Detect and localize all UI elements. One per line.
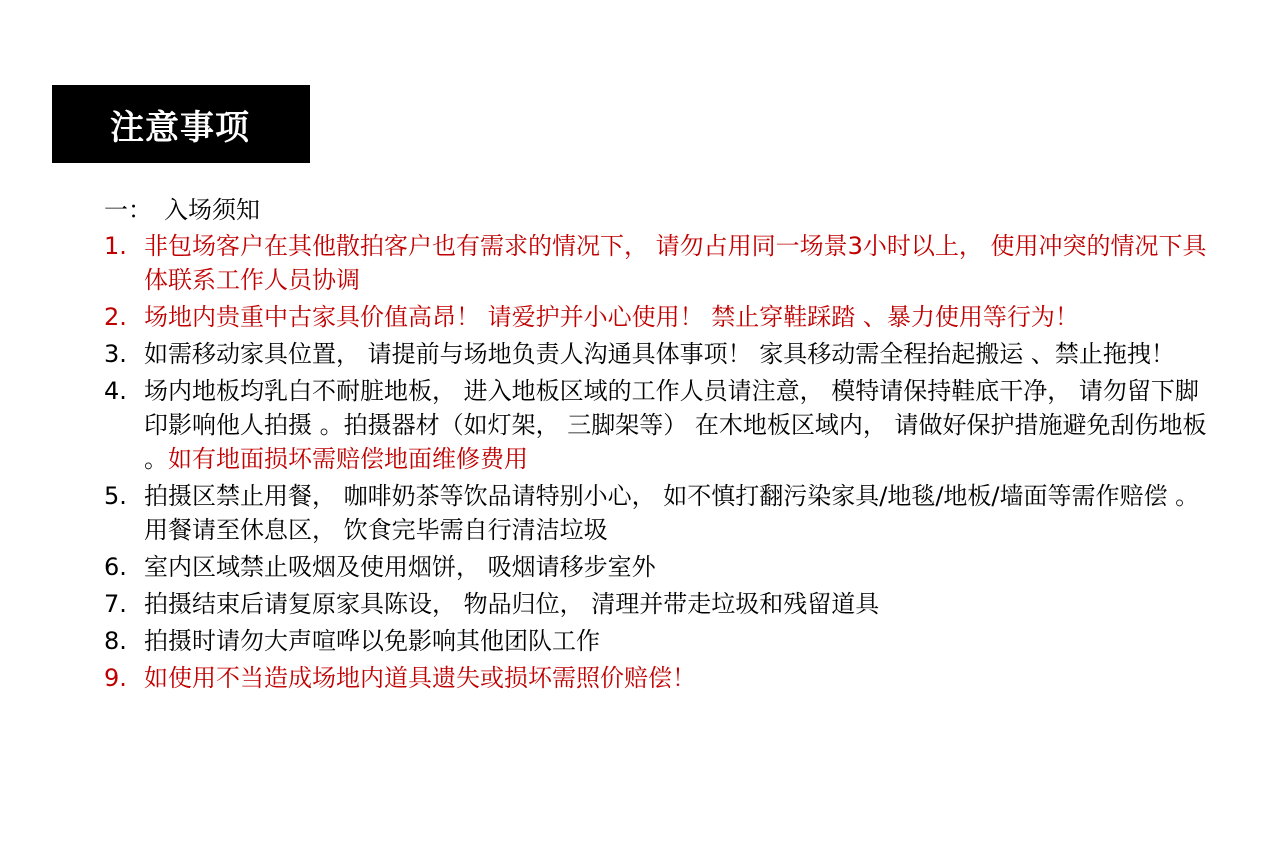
rule-text-warning: 如有地面损坏需赔偿地面维修费用 (168, 445, 528, 473)
rule-index: 3. (104, 340, 127, 368)
rule-item-5 (104, 479, 1214, 547)
rule-index: 9. (104, 664, 127, 692)
rule-text: 拍摄时请勿大声喧哗以免影响其他团队工作 (144, 627, 600, 655)
rule-index: 5. (104, 482, 127, 510)
rule-text-group (144, 374, 1214, 476)
section-label: 入场须知 (164, 196, 260, 224)
section-number: 一： (104, 196, 152, 224)
rule-item-8 (104, 624, 1214, 658)
rules-list (104, 229, 1214, 698)
rule-item-2 (104, 300, 1214, 334)
page-title: 注意事项 (110, 107, 250, 148)
rule-index: 7. (104, 590, 127, 618)
rule-index: 2. (104, 303, 127, 331)
rule-item-9 (104, 661, 1214, 695)
rule-index: 1. (104, 232, 127, 260)
rule-text: 场地内贵重中古家具价值高昂！ 请爱护并小心使用！ 禁止穿鞋踩踏 、暴力使用等行为！ (144, 303, 1079, 331)
rule-text: 拍摄区禁止用餐， 咖啡奶茶等饮品请特别小心， 如不慎打翻污染家具/地毯/地板/墙面等需作赔偿 。用餐请至休息区， 饮食完毕需自行清洁垃圾 (144, 482, 1200, 544)
rule-item-7 (104, 587, 1214, 621)
rule-index: 8. (104, 627, 127, 655)
title-banner (52, 85, 310, 163)
rule-index: 6. (104, 553, 127, 581)
rule-text: 拍摄结束后请复原家具陈设， 物品归位， 清理并带走垃圾和残留道具 (144, 590, 880, 618)
rule-item-1 (104, 229, 1214, 297)
rule-item-6 (104, 550, 1214, 584)
rule-text: 非包场客户在其他散拍客户也有需求的情况下， 请勿占用同一场景3小时以上， 使用冲突的情况下具体联系工作人员协调 (144, 232, 1207, 294)
rule-text: 场内地板均乳白不耐脏地板， 进入地板区域的工作人员请注意， 模特请保持鞋底干净， 请勿留下脚印影响他人拍摄 。拍摄器材（如灯架， 三脚架等） 在木地板区域内， 请做好保护措施避免刮伤地板 。 (144, 377, 1207, 473)
rule-text: 室内区域禁止吸烟及使用烟饼， 吸烟请移步室外 (144, 553, 656, 581)
rule-text: 如需移动家具位置， 请提前与场地负责人沟通具体事项！ 家具移动需全程抬起搬运 、禁止拖拽！ (144, 340, 1175, 368)
rule-item-3 (104, 337, 1214, 371)
rule-text: 如使用不当造成场地内道具遗失或损坏需照价赔偿！ (144, 664, 696, 692)
section-heading (104, 193, 260, 227)
rule-index: 4. (104, 377, 127, 405)
rule-item-4 (104, 374, 1214, 476)
